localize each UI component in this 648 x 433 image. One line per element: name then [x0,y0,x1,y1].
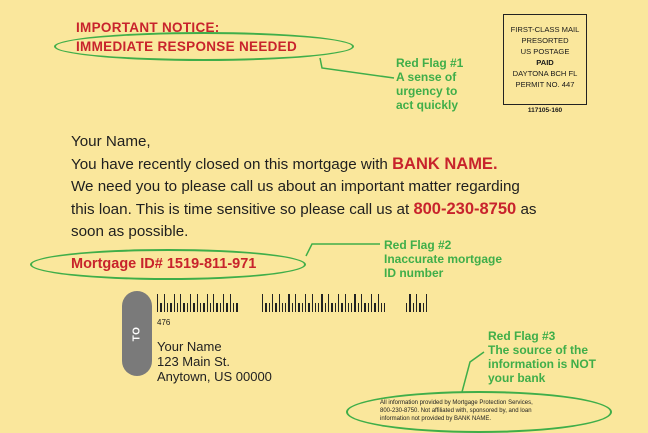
route-number: 476 [157,318,171,327]
letter-greeting: Your Name, [71,133,151,150]
mailing-address [157,339,272,384]
barcode-bar [216,303,217,312]
notice-line-2: IMMEDIATE RESPONSE NEEDED [76,39,298,54]
barcode-bar [210,303,211,312]
phone-number: 800-230-8750 [413,200,517,218]
barcode-bar [187,303,188,312]
barcode-bar [279,294,280,312]
postage-code: 117105-160 [527,107,563,114]
barcode-bar [275,303,276,312]
barcode-bar [312,294,313,312]
barcode-bar [174,294,175,312]
barcode-bar [413,303,414,312]
postal-barcode [157,294,239,312]
flag1-line: urgency to [396,84,458,98]
address-street: 123 Main St. [157,354,230,369]
flag1-line: act quickly [396,98,459,112]
flag3-line: information is NOT [488,357,596,371]
barcode-bar [213,294,214,312]
barcode-bar [341,303,342,312]
letter-line-4 [71,198,536,221]
barcode-bar [305,294,306,312]
fine-print-line: 800-230-8750. Not affiliated with, sponsored by, and loan [380,408,532,414]
letter-line-5: soon as possible. [71,223,189,240]
barcode-bar [180,294,181,312]
barcode-bar [298,303,299,312]
barcode-bar [416,294,417,312]
barcode-bar [288,294,289,312]
letter-text: You have recently closed on this mortgage with [71,156,393,173]
barcode-bar [406,303,407,312]
barcode-bar [183,303,184,312]
barcode-bar [351,303,352,312]
postal-barcode [406,294,428,312]
barcode-bar [378,294,379,312]
red-flag-2-callout [384,238,502,280]
fine-print-line: information not provided by BANK NAME. [380,416,492,422]
postage-line: FIRST-CLASS MAIL [510,25,580,34]
fine-print-disclaimer [380,399,590,423]
barcode-bar [335,303,336,312]
barcode-bar [157,294,158,312]
barcode-bar [167,303,168,312]
mortgage-id: Mortgage ID# 1519-811-971 [71,256,257,272]
red-flag-3-callout [488,329,596,385]
postage-indicia [503,14,587,105]
barcode-bar [348,303,349,312]
barcode-bar [230,294,231,312]
postage-line: DAYTONA BCH FL [512,69,578,78]
flag2-line: Inaccurate mortgage [384,252,503,266]
barcode-bar [318,303,319,312]
barcode-bar [177,303,178,312]
barcode-bar [233,303,234,312]
barcode-bar [223,294,224,312]
barcode-bar [315,303,316,312]
barcode-bar [197,294,198,312]
barcode-bar [426,294,427,312]
postage-paid: PAID [536,58,554,67]
address-city: Anytown, US 00000 [157,369,272,384]
barcode-bar [381,303,382,312]
letter-line-2 [71,153,536,176]
to-label: TO [131,326,143,341]
barcode-bar [345,294,346,312]
flag1-connector [320,58,394,78]
barcode-bar [160,303,161,312]
postage-line: PERMIT NO. 447 [515,80,575,89]
flag2-title: Red Flag #2 [384,238,452,252]
barcode-bar [272,294,273,312]
barcode-bar [282,303,283,312]
barcode-bar [419,303,420,312]
barcode-bar [409,294,410,312]
barcode-bar [321,294,322,312]
notice-highlight-oval [54,32,354,61]
barcode-bar [308,303,309,312]
letter-line-3: We need you to please call us about an important matter regarding [71,178,520,195]
barcode-bar [193,303,194,312]
barcode-bar [331,303,332,312]
barcode-bar [226,303,227,312]
bank-name: BANK NAME. [392,155,498,173]
letter-body [71,131,536,243]
flag1-title: Red Flag #1 [396,56,464,70]
flag3-line: your bank [488,371,546,385]
barcode-bar [164,294,165,312]
barcode-bar [203,303,204,312]
letter-text: as [516,201,537,218]
barcode-bar [200,303,201,312]
flag3-title: Red Flag #3 [488,329,556,343]
postage-line: PRESORTED [521,36,569,45]
barcode-bar [384,303,385,312]
barcode-bar [207,294,208,312]
barcode-bar [358,303,359,312]
barcode-bar [364,303,365,312]
flag1-line: A sense of [396,70,457,84]
barcode-bar [236,303,237,312]
barcode-bar [325,303,326,312]
fine-print-line: All information provided by Mortgage Protection Services, [380,400,533,406]
barcode-bar [170,303,171,312]
barcode-bar [371,294,372,312]
barcode-bar [354,294,355,312]
barcode-bar [368,303,369,312]
barcode-bar [269,303,270,312]
postal-barcode [262,294,386,312]
letter-text: this loan. This is time sensitive so please call us at [71,201,414,218]
barcode-bar [292,303,293,312]
barcode-bar [302,303,303,312]
barcode-bar [262,294,263,312]
red-flag-1-callout [396,56,463,112]
barcode-bar [374,303,375,312]
barcode-bar [338,294,339,312]
barcode-bar [220,303,221,312]
flag2-line: ID number [384,266,444,280]
barcode-bar [295,294,296,312]
barcode-bar [423,303,424,312]
postage-line: US POSTAGE [520,47,570,56]
mortgage-id-highlight-oval [30,249,306,280]
flag3-line: The source of the [488,343,589,357]
address-name: Your Name [157,339,222,354]
notice-line-1: IMPORTANT NOTICE: [76,20,220,35]
barcode-bar [265,303,266,312]
flag2-connector [306,244,380,256]
barcode-bar [361,294,362,312]
barcode-bar [190,294,191,312]
barcode-bar [328,294,329,312]
flag3-connector [462,352,484,392]
to-label-pill [122,291,152,376]
barcode-bar [285,303,286,312]
